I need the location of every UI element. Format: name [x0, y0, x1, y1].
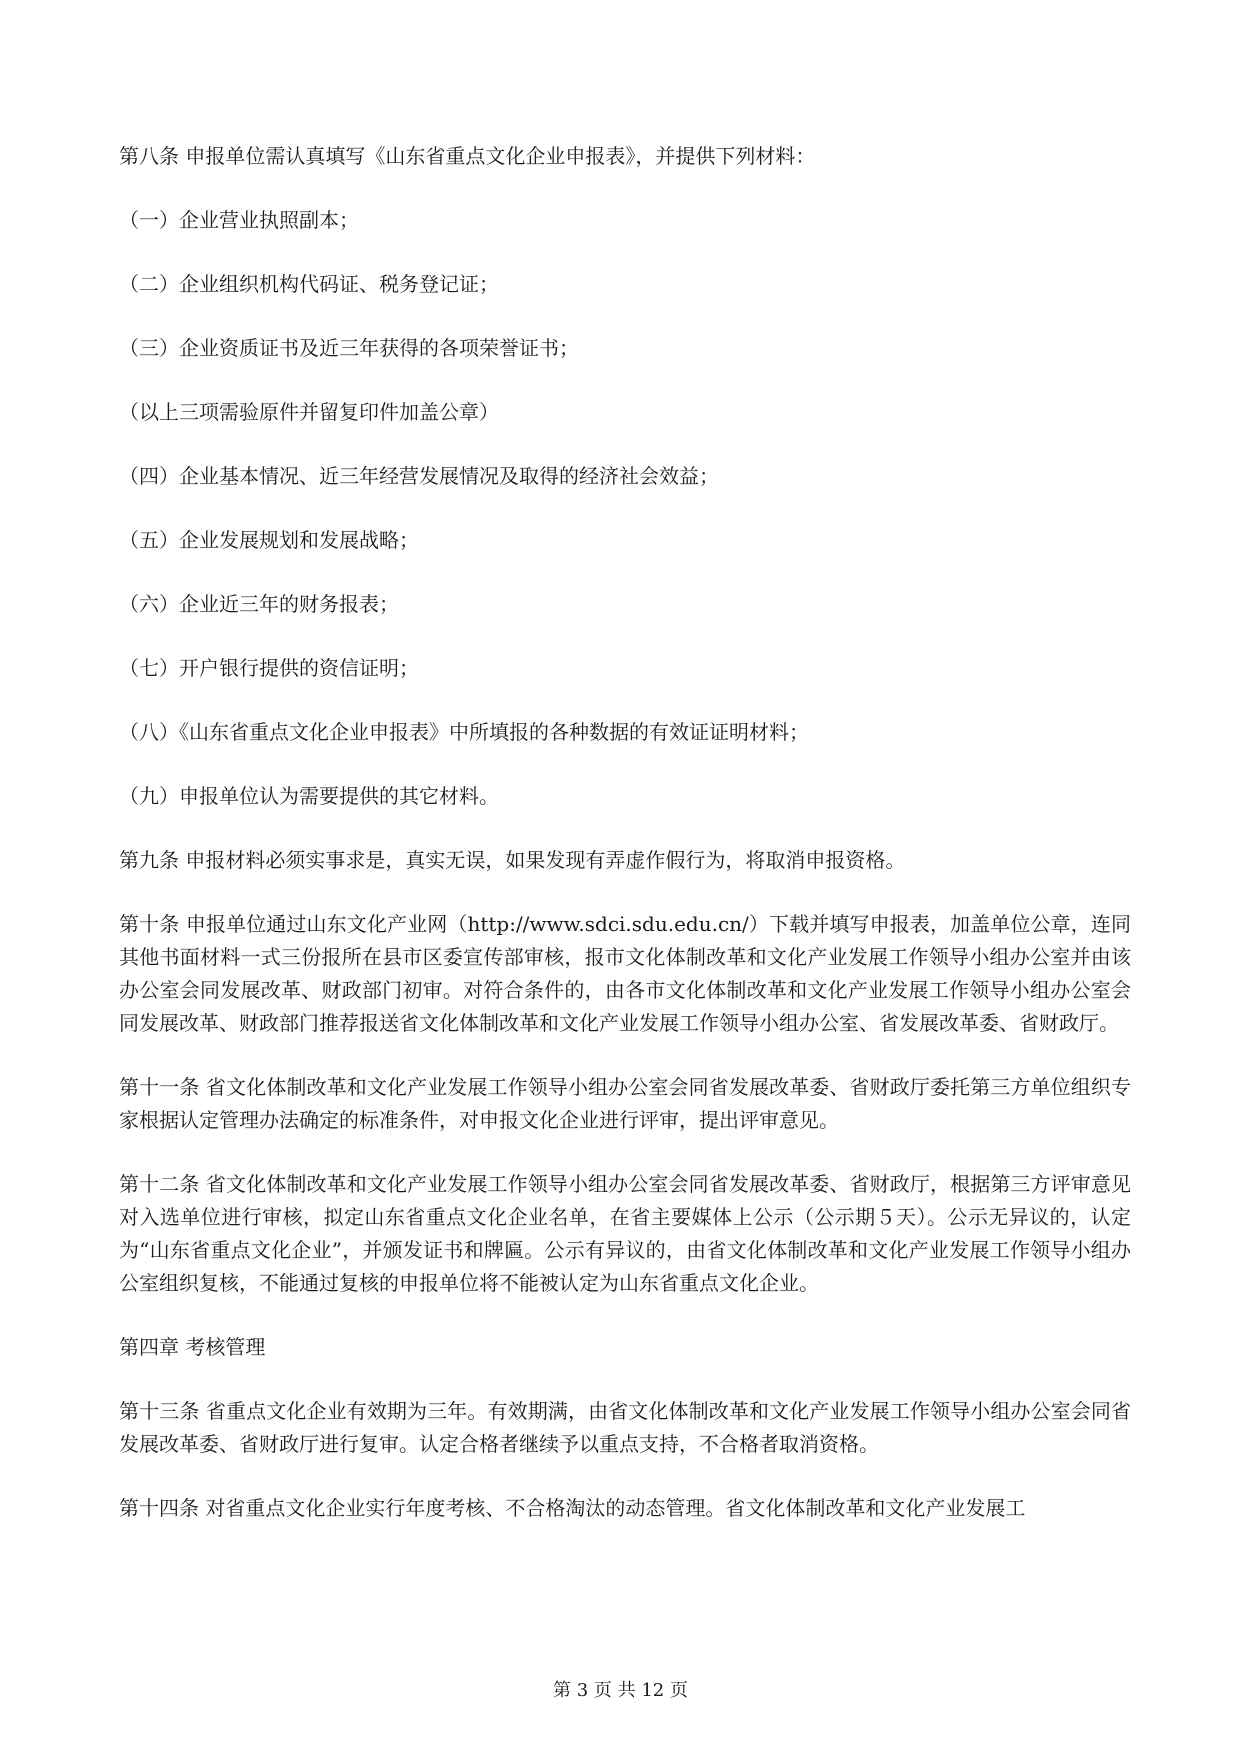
article-13: 第十三条 省重点文化企业有效期为三年。有效期满，由省文化体制改革和文化产业发展工作领导小组办公室会同省发展改革委、省财政厅进行复审。认定合格者继续予以重点支持，不合格者取消资格。	[119, 1399, 1131, 1456]
list-item-6: （六）企业近三年的财务报表；	[119, 592, 399, 616]
list-item-4: （四）企业基本情况、近三年经营发展情况及取得的经济社会效益；	[119, 464, 719, 488]
document-body	[119, 140, 1131, 1556]
article-12: 第十二条 省文化体制改革和文化产业发展工作领导小组办公室会同省发展改革委、省财政厅，根据第三方评审意见对入选单位进行审核，拟定山东省重点文化企业名单，在省主要媒体上公示（公示期５天）。公示无异议的，认定为“山东省重点文化企业”，并颁发证书和牌匾。公示有异议的，由省文化体制改革和文化产业发展工作领导小组办公室组织复核，不能通过复核的申报单位将不能被认定为山东省重点文化企业。	[119, 1172, 1131, 1295]
page-number-footer: 第 3 页 共 12 页	[553, 1680, 688, 1701]
list-item-5: （五）企业发展规划和发展战略；	[119, 528, 419, 552]
article-11: 第十一条 省文化体制改革和文化产业发展工作领导小组办公室会同省发展改革委、省财政厅委托第三方单位组织专家根据认定管理办法确定的标准条件，对申报文化企业进行评审，提出评审意见。	[119, 1075, 1131, 1132]
list-note: （以上三项需验原件并留复印件加盖公章）	[119, 400, 499, 424]
article-9: 第九条 申报材料必须实事求是，真实无误，如果发现有弄虚作假行为，将取消申报资格。	[119, 848, 906, 872]
article-8: 第八条 申报单位需认真填写《山东省重点文化企业申报表》，并提供下列材料：	[119, 144, 816, 168]
list-item-7: （七）开户银行提供的资信证明；	[119, 656, 419, 680]
article-14: 第十四条 对省重点文化企业实行年度考核、不合格淘汰的动态管理。省文化体制改革和文化产业发展工	[119, 1496, 1026, 1520]
chapter-4-heading: 第四章 考核管理	[119, 1335, 266, 1359]
article-10: 第十条 申报单位通过山东文化产业网（http://www.sdci.sdu.edu.cn/）下载并填写申报表，加盖单位公章，连同其他书面材料一式三份报所在县市区委宣传部审核，报市文化体制改革和文化产业发展工作领导小组办公室并由该办公室会同发展改革、财政部门初审。对符合条件的，由各市文化体制改革和文化产业发展工作领导小组办公室会同发展改革、财政部门推荐报送省文化体制改革和文化产业发展工作领导小组办公室、省发展改革委、省财政厅。	[119, 912, 1131, 1035]
list-item-3: （三）企业资质证书及近三年获得的各项荣誉证书；	[119, 336, 579, 360]
list-item-1: （一）企业营业执照副本；	[119, 208, 359, 232]
list-item-2: （二）企业组织机构代码证、税务登记证；	[119, 272, 499, 296]
list-item-9: （九）申报单位认为需要提供的其它材料。	[119, 784, 499, 808]
list-item-8: （八）《山东省重点文化企业申报表》中所填报的各种数据的有效证证明材料；	[119, 720, 809, 744]
